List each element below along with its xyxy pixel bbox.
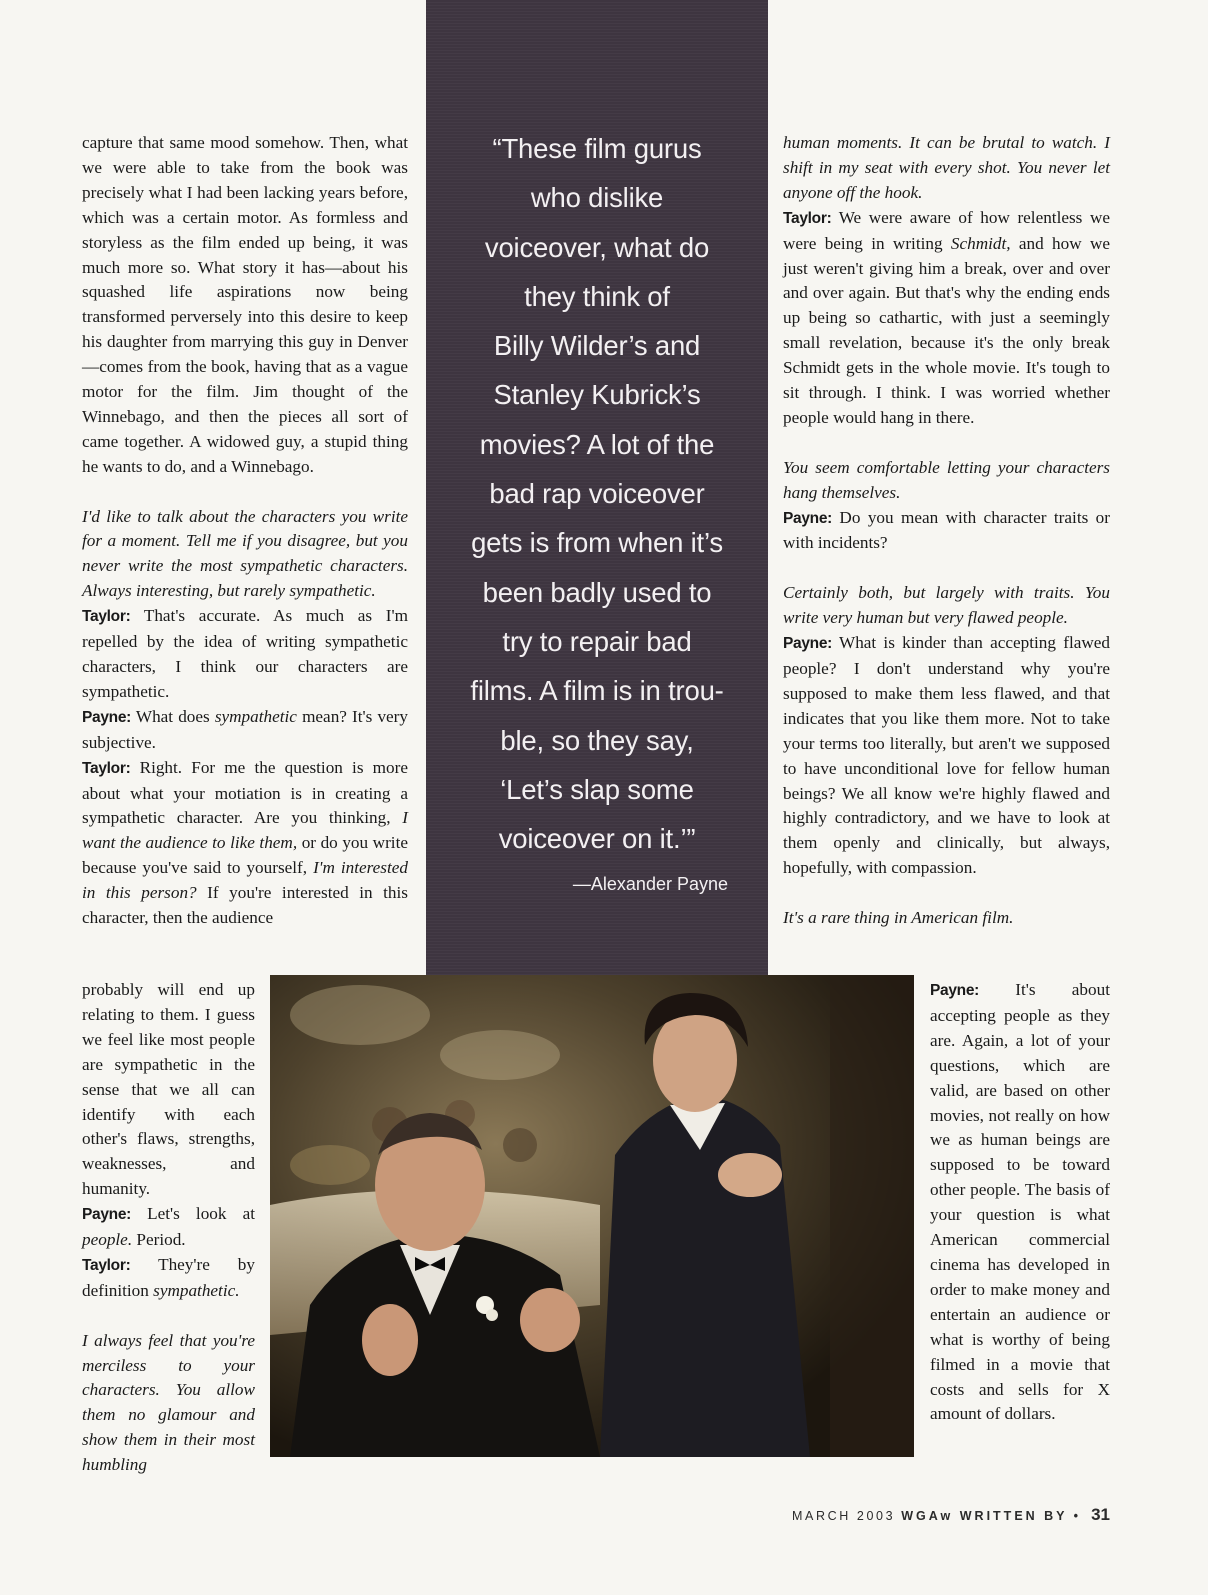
pull-quote-text: “These film gurus who dislike voiceover, what do they think of Billy Wilder’s and Stanley Kubrick’s movies? A lot of the bad rap voiceover gets is from when it’s been badly used to try to repair bad films. A film is in trou- ble, so they say, ‘Let’s slap some voiceover on it.’” bbox=[470, 133, 724, 855]
interview-question: You seem comfortable letting your characters hang themselves. bbox=[783, 457, 1110, 502]
answer: Taylor: They're by definition sympathetic. bbox=[82, 1254, 255, 1300]
page-footer bbox=[792, 1505, 1110, 1525]
answer: Payne: What is kinder than accepting flawed people? I don't understand why you're supposed to make them less flawed, and that indicates that you like them more. Not to take your terms too literally, but aren't we supposed to have unconditional love for fellow human beings? We all know we're highly flawed and highly contradictory, and we have to look at them openly and clinically, but always, hopefully, with compassion. bbox=[783, 633, 1110, 878]
interview-question: I always feel that you're merciless to your characters. You allow them no glamour and show them in their most humbling bbox=[82, 1330, 255, 1475]
interview-question: It's a rare thing in American film. bbox=[783, 908, 1014, 928]
answer: Taylor: Right. For me the question is more about what your motiation is in creating a sympathetic character. Are you thinking, I want the audience to like them, or do you write because you've said to yourself, I'm interested in this person? If you're interested in this character, then the audience bbox=[82, 757, 408, 928]
photo-illustration bbox=[270, 975, 914, 1457]
page-number: 31 bbox=[1091, 1505, 1110, 1524]
speaker-label: Payne: bbox=[783, 509, 833, 527]
paragraph: capture that same mood somehow. Then, what we were able to take from the book was precisely what I had been lacking years before, which was a certain motor. As formless and storyless as the film ended up being, it was much more so. What story it has—about his squashed life aspirations now being transformed perversely into this desire to keep his daughter from marrying this guy in Denver—comes from the book, having that as a vague motor for the film. Jim thought of the Winnebago, and then the pieces all sort of came together. A widowed guy, a stupid thing he wants to do, and a Winnebago. bbox=[82, 133, 408, 476]
speaker-label: Payne: bbox=[82, 708, 132, 726]
right-narrow-column bbox=[930, 978, 1110, 1427]
answer: Payne: Do you mean with character traits or with incidents? bbox=[783, 507, 1110, 553]
answer: Payne: Let's look at people. Period. bbox=[82, 1204, 255, 1250]
speaker-label: Taylor: bbox=[82, 608, 131, 626]
speaker-label: Payne: bbox=[930, 982, 980, 999]
speaker-label: Taylor: bbox=[82, 1256, 131, 1274]
answer: Taylor: We were aware of how relentless we were being in writing Schmidt, and how we just weren't giving him a break, over and over and over again. But that's why the ending ends up being so cathartic, with just a seemingly small revelation, because it's the only break Schmidt gets in the whole movie. It's tough to sit through. I think. I was worried whether people would hang in there. bbox=[783, 207, 1110, 427]
footer-bullet: • bbox=[1073, 1509, 1081, 1523]
speaker-label: Taylor: bbox=[783, 209, 832, 227]
left-narrow-column bbox=[82, 978, 255, 1478]
left-column bbox=[82, 131, 408, 931]
speaker-label: Payne: bbox=[82, 1206, 132, 1224]
film-still-photo bbox=[270, 975, 914, 1457]
answer: Payne: What does sympathetic mean? It's very subjective. bbox=[82, 706, 408, 752]
interview-question: I'd like to talk about the characters you write for a moment. Tell me if you disagree, but you never write the most sympathetic characters. Always interesting, but rarely sympathetic. bbox=[82, 506, 408, 601]
speaker-label: Taylor: bbox=[82, 759, 131, 777]
speaker-label: Payne: bbox=[783, 635, 833, 653]
pull-quote-panel bbox=[426, 0, 768, 978]
issue-date: MARCH 2003 bbox=[792, 1509, 896, 1523]
answer-continued: probably will end up relating to them. I guess we feel like most people are sympathetic in the sense that we all can identify with each other's flaws, strengths, weaknesses, and humanity. bbox=[82, 980, 255, 1199]
pull-quote-attribution: —Alexander Payne bbox=[572, 874, 728, 894]
magazine-name: WGAw WRITTEN BY bbox=[901, 1509, 1068, 1523]
interview-question: Certainly both, but largely with traits. You write very human but very flawed people. bbox=[783, 583, 1110, 628]
right-column bbox=[783, 131, 1110, 931]
answer: Taylor: That's accurate. As much as I'm repelled by the idea of writing sympathetic characters, I think our characters are sympathetic. bbox=[82, 606, 408, 701]
answer: Payne: It's about accepting people as they are. Again, a lot of your questions, which are valid, are based on other movies, not really on how we as human beings are supposed to be toward other people. The basis of your question is what American commercial cinema has developed in order to make money and entertain an audience or what is worthy of being filmed in a movie that costs and sells for X amount of dollars. bbox=[930, 980, 1110, 1424]
interview-question-continued: human moments. It can be brutal to watch. I shift in my seat with every shot. You never let anyone off the hook. bbox=[783, 133, 1110, 202]
